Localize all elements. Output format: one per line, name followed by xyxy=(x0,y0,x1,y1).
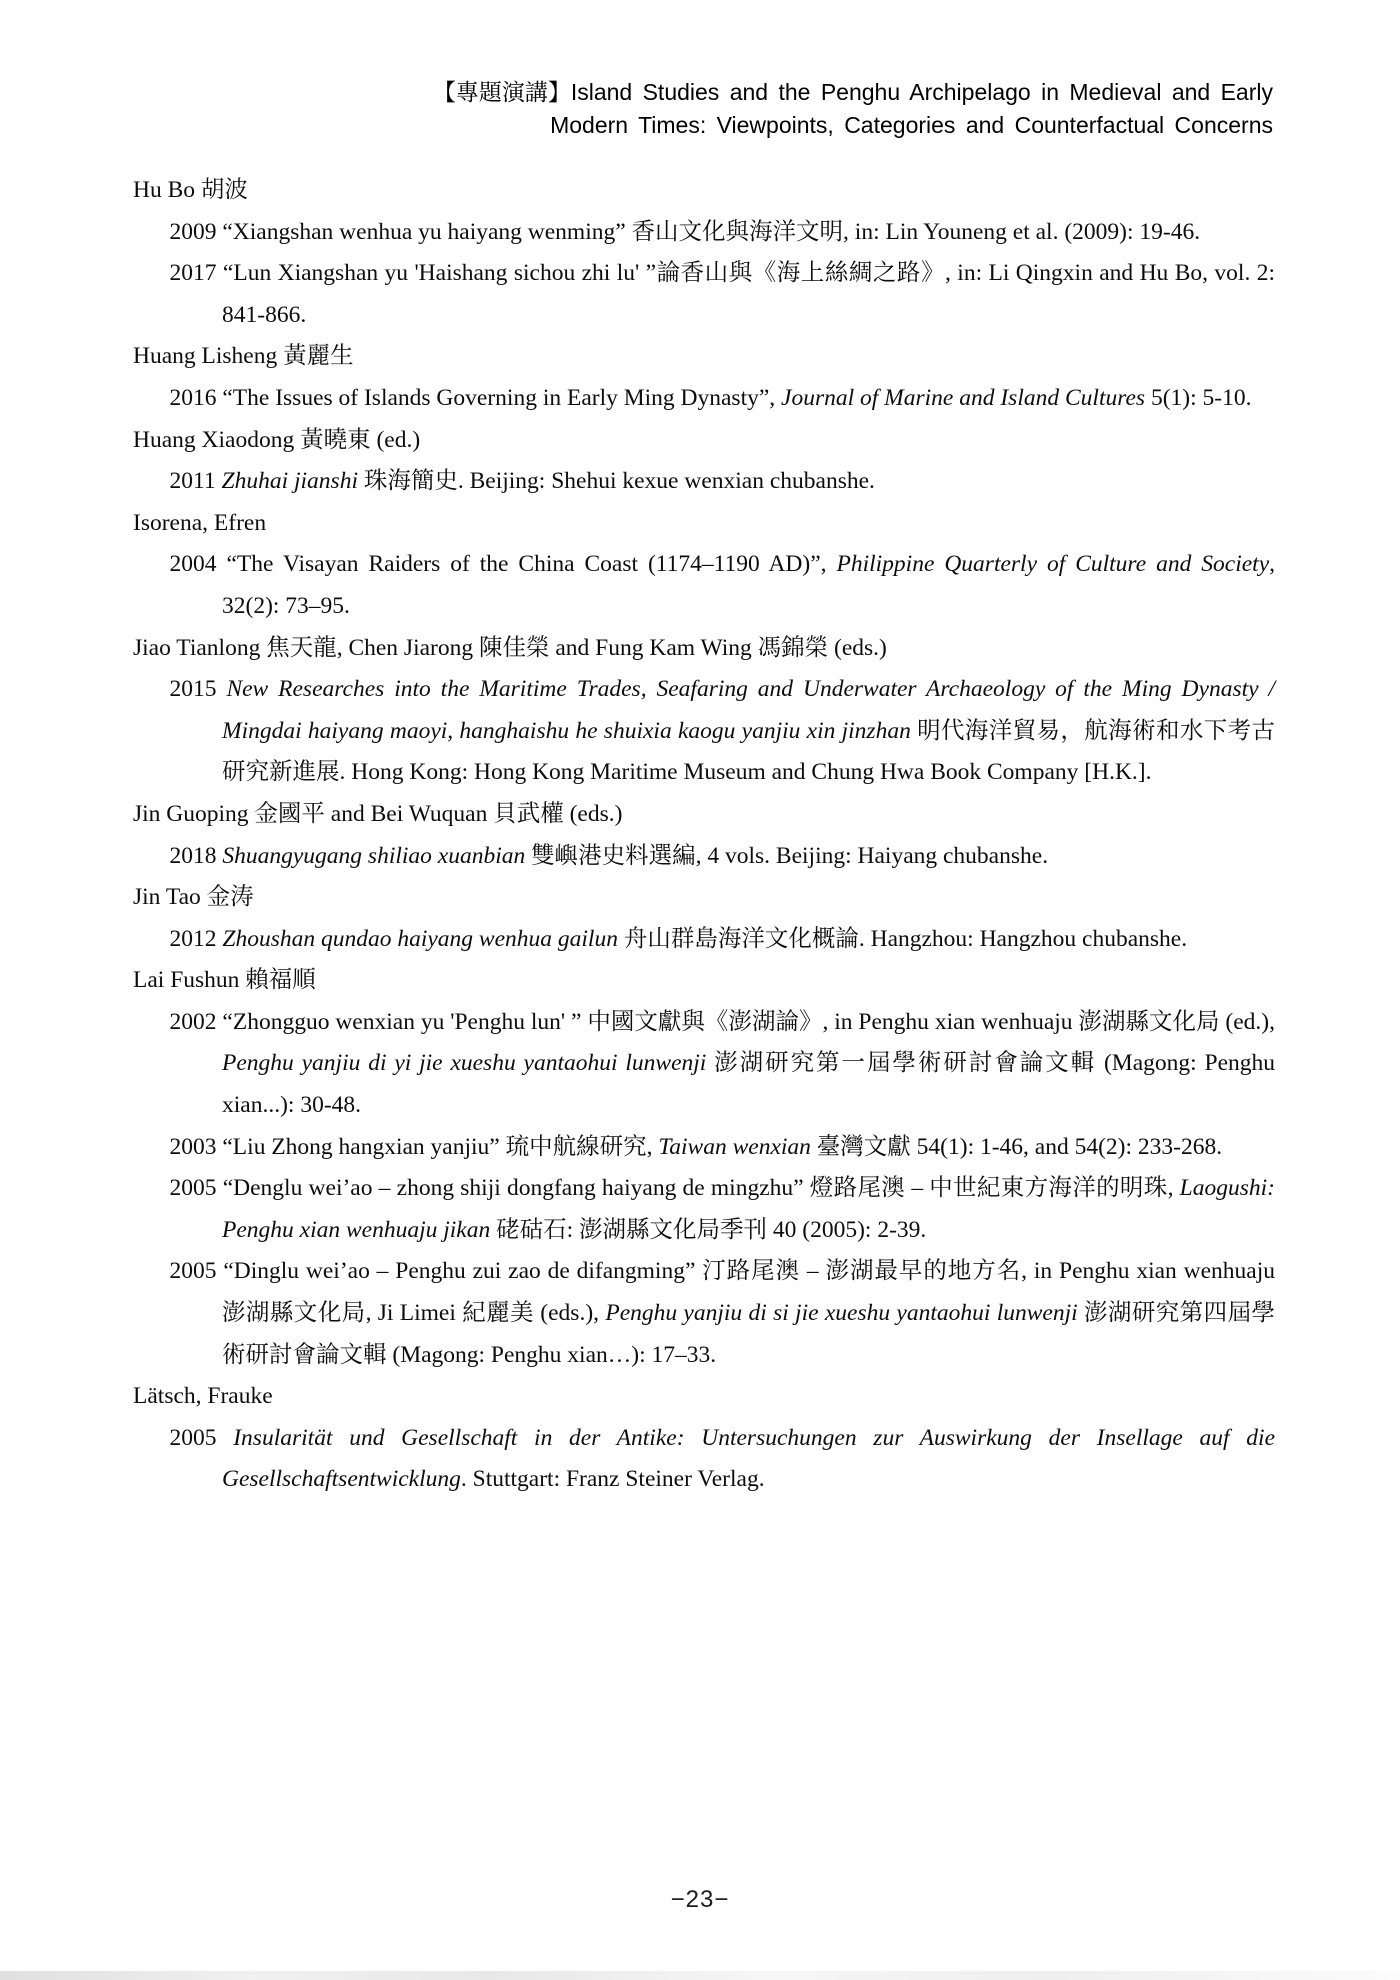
bibliography xyxy=(133,170,1275,1501)
bibliography-work xyxy=(169,1127,1275,1169)
bibliography-work xyxy=(169,669,1275,794)
bibliography-author: Isorena, Efren xyxy=(133,509,267,536)
work-year: 2004 xyxy=(169,551,217,578)
work-title-italic: Zhuhai jianshi xyxy=(221,468,358,495)
page-footer xyxy=(0,1886,1400,1914)
bibliography-author: Lätsch, Frauke xyxy=(133,1383,273,1410)
paper-title-header xyxy=(285,76,1273,142)
work-year: 2016 xyxy=(169,384,217,411)
bibliography-work xyxy=(169,836,1275,878)
work-text: 澎湖研究第四屆學術研討會論文輯 (Magong: Penghu xian…): 17–33. xyxy=(222,1300,1275,1368)
work-text: “Zhongguo wenxian yu 'Penghu lun' ” 中國文獻與《澎湖論》, in Penghu xian wenhuaju 澎湖縣文化局 (ed.), xyxy=(222,1008,1276,1035)
work-title-italic: Penghu yanjiu di si jie xueshu yantaohui lunwenji xyxy=(605,1300,1078,1327)
bibliography-author: Jin Tao 金涛 xyxy=(133,884,254,911)
page-number: −23− xyxy=(670,1886,730,1913)
work-title-italic: Taiwan wenxian xyxy=(658,1133,811,1160)
work-text: “Liu Zhong hangxian yanjiu” 琉中航線研究, xyxy=(222,1133,659,1160)
work-title-italic: Journal of Marine and Island Cultures xyxy=(781,384,1146,411)
work-text: “Dinglu wei’ao – Penghu zui zao de difangming” 汀路尾澳 – 澎湖最早的地方名, in Penghu xian wenhuaju 澎湖縣文化局, Ji Limei 紀麗美 (eds.), xyxy=(222,1258,1275,1327)
work-year: 2015 xyxy=(169,676,217,703)
work-year: 2011 xyxy=(169,468,216,495)
work-text: “The Visayan Raiders of the China Coast (1174–1190 AD)”, xyxy=(226,551,837,578)
work-year: 2005 xyxy=(169,1175,217,1202)
bibliography-author: Lai Fushun 賴福順 xyxy=(133,967,316,994)
bibliography-author: Huang Xiaodong 黃曉東 (ed.) xyxy=(133,426,421,453)
work-text: 舟山群島海洋文化概論. Hangzhou: Hangzhou chubanshe. xyxy=(617,925,1188,952)
work-title-italic: Insularität und Gesellschaft in der Antike: Untersuchungen zur Auswirkung der Insellage auf die Gesellschaftsentwicklung xyxy=(222,1424,1275,1493)
work-year: 2009 xyxy=(169,218,217,245)
bibliography-work xyxy=(169,461,1275,503)
bibliography-work xyxy=(169,378,1275,420)
work-title-italic: New Researches into the Maritime Trades, Seafaring and Underwater Archaeology of the Ming Dynasty / Mingdai haiyang maoyi, hanghaishu he shuixia kaogu yanjiu xin jinzhan xyxy=(222,676,1275,744)
work-year: 2012 xyxy=(169,925,217,952)
work-text: “Lun Xiangshan yu 'Haishang sichou zhi lu' ”論香山與《海上絲綢之路》, in: Li Qingxin and Hu Bo, vol. 2: 841-866. xyxy=(222,260,1276,328)
bibliography-work xyxy=(169,544,1276,627)
work-text: “Denglu wei’ao – zhong shiji dongfang haiyang de mingzhu” 燈路尾澳 – 中世紀東方海洋的明珠, xyxy=(222,1175,1180,1202)
work-text: 5(1): 5-10. xyxy=(1145,384,1252,411)
work-title-italic: Laogushi: Penghu xian wenhuaju jikan xyxy=(222,1175,1275,1243)
work-text: 明代海洋貿易，航海術和水下考古研究新進展. Hong Kong: Hong Kong Maritime Museum and Chung Hwa Book Company [H.K.]. xyxy=(222,717,1275,786)
bibliography-work xyxy=(169,919,1275,961)
bibliography-author: Jiao Tianlong 焦天龍, Chen Jiarong 陳佳榮 and Fung Kam Wing 馮錦榮 (eds.) xyxy=(133,634,887,661)
work-year: 2017 xyxy=(169,260,217,287)
work-text: . Stuttgart: Franz Steiner Verlag. xyxy=(460,1466,765,1493)
bibliography-work xyxy=(169,212,1275,254)
work-title-italic: Shuangyugang shiliao xuanbian xyxy=(222,842,526,869)
paper-title-line-2: Modern Times: Viewpoints, Categories and Counterfactual Concerns xyxy=(550,112,1273,138)
work-text: 臺灣文獻 54(1): 1-46, and 54(2): 233-268. xyxy=(810,1133,1223,1160)
work-year: 2005 xyxy=(169,1258,217,1285)
bibliography-author: Hu Bo 胡波 xyxy=(133,177,248,203)
work-text: 珠海簡史. Beijing: Shehui kexue wenxian chubanshe. xyxy=(357,468,875,495)
work-text: “Xiangshan wenhua yu haiyang wenming” 香山文化與海洋文明, in: Lin Youneng et al. (2009): 19-46. xyxy=(222,218,1201,245)
work-year: 2018 xyxy=(169,842,217,869)
bibliography-work xyxy=(169,253,1276,336)
work-year: 2003 xyxy=(169,1133,217,1160)
bibliography-work xyxy=(169,1002,1276,1127)
bibliography-author: Jin Guoping 金國平 and Bei Wuquan 貝武權 (eds.) xyxy=(133,800,623,827)
work-text: “The Issues of Islands Governing in Early Ming Dynasty”, xyxy=(222,384,782,411)
bibliography-work xyxy=(169,1251,1275,1376)
bibliography-work xyxy=(169,1168,1275,1251)
work-text: 硓𥑮石: 澎湖縣文化局季刊 40 (2005): 2-39. xyxy=(490,1216,927,1243)
bibliography-author: Huang Lisheng 黃麗生 xyxy=(133,343,354,370)
work-text: 澎湖研究第一屆學術研討會論文輯 (Magong: Penghu xian...): 30-48. xyxy=(222,1050,1276,1119)
scan-edge-artifact xyxy=(0,1971,1400,1980)
work-title-italic: Zhoushan qundao haiyang wenhua gailun xyxy=(222,925,618,952)
work-title-italic: Penghu yanjiu di yi jie xueshu yantaohui lunwenji xyxy=(222,1050,707,1077)
work-year: 2005 xyxy=(169,1424,217,1451)
work-year: 2002 xyxy=(169,1008,217,1035)
work-text: 雙嶼港史料選編, 4 vols. Beijing: Haiyang chubanshe. xyxy=(525,842,1049,869)
work-title-italic: Philippine Quarterly of Culture and Society xyxy=(836,551,1270,578)
work-text: , 32(2): 73–95. xyxy=(222,551,1276,619)
paper-title-line-1: 【專題演講】Island Studies and the Penghu Archipelago in Medieval and Early xyxy=(432,79,1273,105)
bibliography-work xyxy=(169,1418,1275,1501)
